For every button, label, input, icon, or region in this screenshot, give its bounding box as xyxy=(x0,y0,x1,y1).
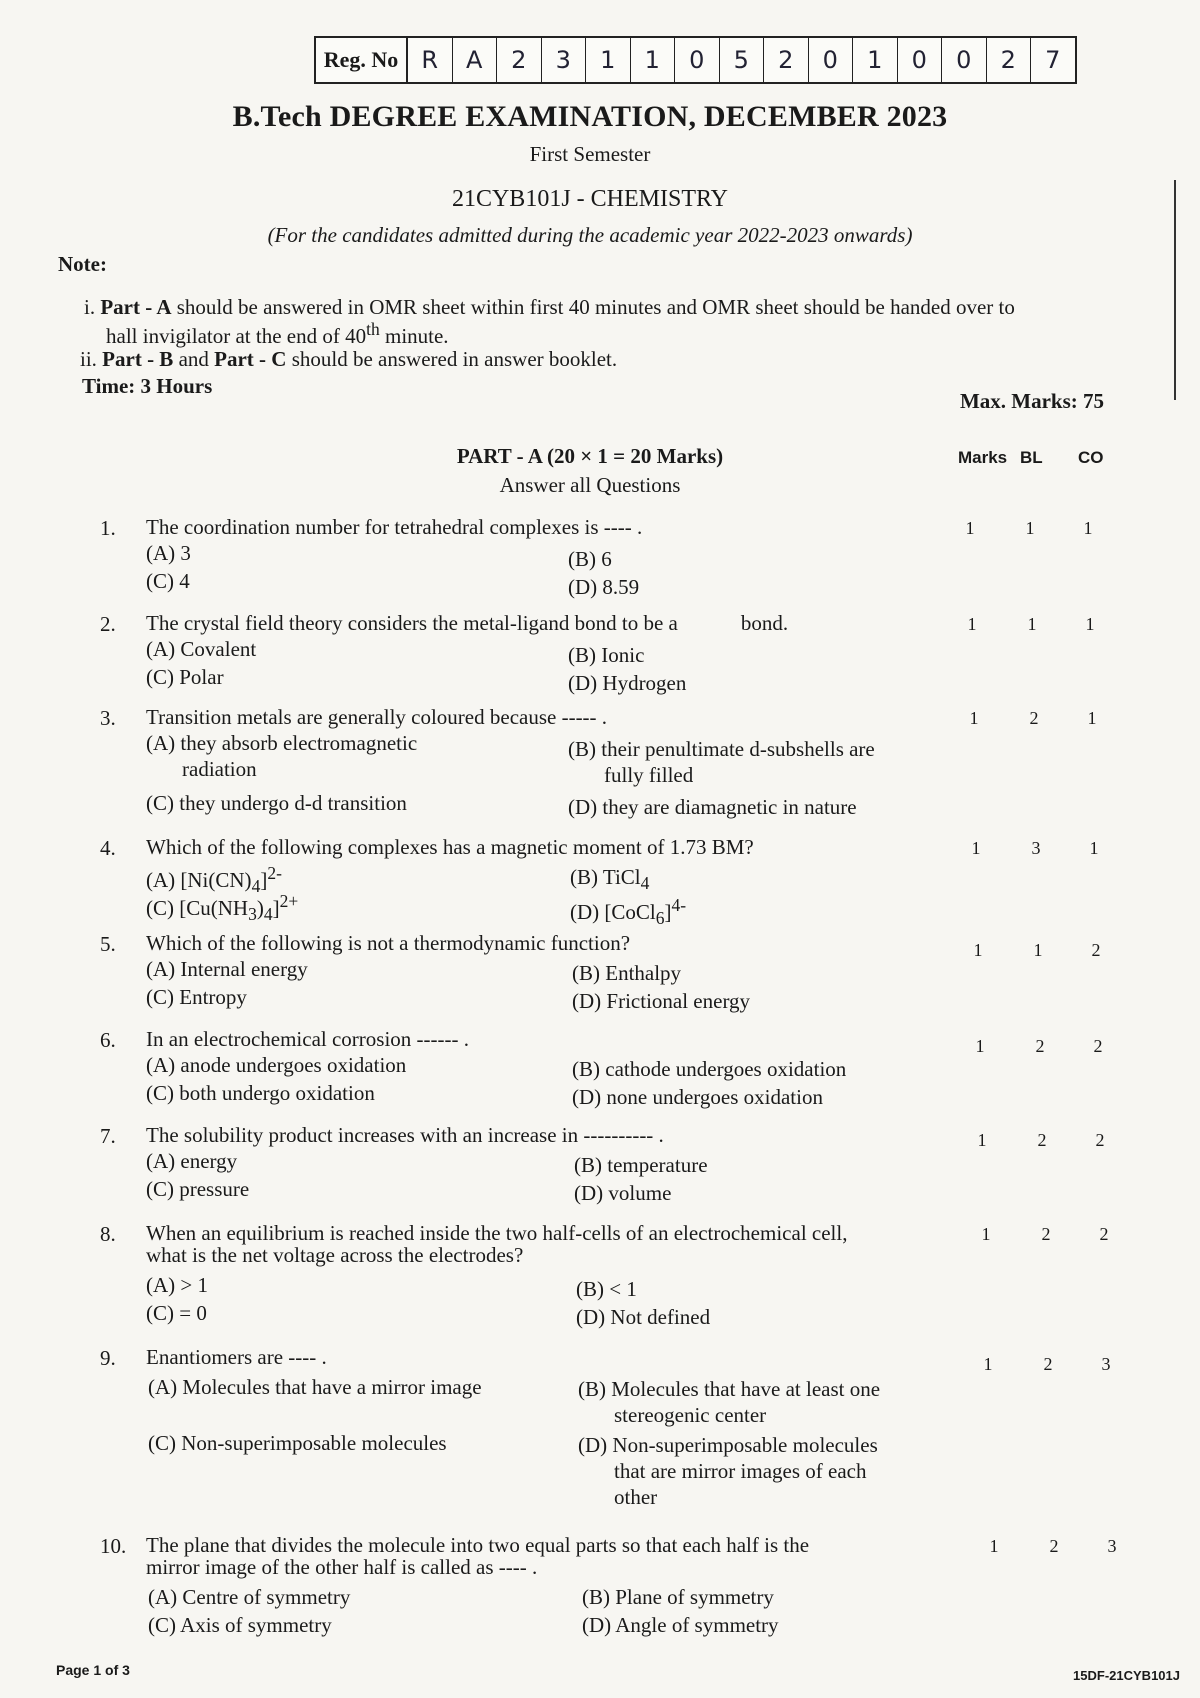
page-number: Page 1 of 3 xyxy=(56,1662,130,1678)
reg-no-label: Reg. No xyxy=(316,38,408,82)
question-number: 8. xyxy=(100,1222,116,1246)
note-1-cont-a: hall invigilator at the end of 40 xyxy=(106,324,367,348)
scan-edge-line xyxy=(1174,180,1176,400)
option-d: (D) they are diamagnetic in nature xyxy=(568,795,857,819)
co-value: 1 xyxy=(1089,838,1099,858)
reg-digit: 0 xyxy=(675,38,720,82)
formula-subscript: 4 xyxy=(263,904,273,925)
reg-digit: 7 xyxy=(1045,46,1061,74)
marks-value: 1 xyxy=(975,1036,985,1056)
question-text: The solubility product increases with an increase in ---------- . xyxy=(146,1123,664,1147)
option-d xyxy=(570,892,686,931)
question-text xyxy=(146,1534,976,1578)
co-value: 1 xyxy=(1087,708,1097,728)
note-1-text: should be answered in OMR sheet within first 40 minutes and OMR sheet should be handed over to xyxy=(171,295,1015,319)
bl-value: 2 xyxy=(1049,1536,1059,1556)
question-text: Transition metals are generally coloured because ----- . xyxy=(146,705,608,729)
option-d-line-3: other xyxy=(614,1485,658,1509)
bl-value: 3 xyxy=(1031,838,1041,858)
note-item-2 xyxy=(80,348,617,370)
registration-number-box xyxy=(314,36,1077,84)
question-text-line-1: The plane that divides the molecule into two equal parts so that each half is the xyxy=(146,1533,810,1557)
option-d: (D) Angle of symmetry xyxy=(582,1613,779,1637)
option-c: (C) 4 xyxy=(146,569,190,593)
note-1-sup: th xyxy=(366,319,380,339)
option-b: (B) 6 xyxy=(568,547,612,571)
co-value: 3 xyxy=(1107,1536,1117,1556)
marks-value: 1 xyxy=(967,614,977,634)
option-d: (D) Frictional energy xyxy=(572,989,751,1013)
question-text-line-1: When an equilibrium is reached inside the two half-cells of an electrochemical cell, xyxy=(146,1221,848,1245)
bl-value: 2 xyxy=(1043,1354,1053,1374)
option-a: (A) 3 xyxy=(146,541,191,565)
formula-superscript: 4- xyxy=(671,895,687,915)
time-allowed: Time: 3 Hours xyxy=(82,374,213,398)
part-a-subtitle: Answer all Questions xyxy=(499,473,681,497)
marks-value: 1 xyxy=(971,838,981,858)
option-c: (C) Non-superimposable molecules xyxy=(148,1431,447,1455)
question-text: The coordination number for tetrahedral complexes is ---- . xyxy=(146,515,643,539)
co-value: 2 xyxy=(1093,1036,1103,1056)
option-c: (C) = 0 xyxy=(146,1301,207,1325)
reg-digit: A xyxy=(453,38,498,82)
option-b-line-2: stereogenic center xyxy=(614,1403,767,1427)
reg-digit: 2 xyxy=(764,38,809,82)
co-value: 3 xyxy=(1101,1354,1111,1374)
question-number: 10. xyxy=(100,1534,127,1558)
question-text: In an electrochemical corrosion ------ . xyxy=(146,1027,469,1051)
question-text xyxy=(146,1222,966,1266)
question-text-line-2: mirror image of the other half is called as ---- . xyxy=(146,1555,538,1579)
note-1-bold: Part - A xyxy=(100,295,172,319)
formula-part: ] xyxy=(664,900,672,924)
formula-subscript: 3 xyxy=(248,904,257,925)
reg-digit: R xyxy=(408,38,453,82)
exam-title: B.Tech DEGREE EXAMINATION, DECEMBER 2023 xyxy=(232,100,948,133)
marks-value: 1 xyxy=(977,1130,987,1150)
reg-digit: 1 xyxy=(631,38,676,82)
question-number: 1. xyxy=(100,516,116,540)
question-number: 9. xyxy=(100,1346,116,1370)
formula-subscript: 6 xyxy=(655,908,665,929)
formula-part: ) xyxy=(256,896,264,920)
option-b: (B) Enthalpy xyxy=(572,961,682,985)
reg-digit: 3 xyxy=(542,38,587,82)
option-b: (B) < 1 xyxy=(576,1277,637,1301)
option-a xyxy=(146,730,417,782)
marks-value: 1 xyxy=(965,518,975,538)
co-value: 2 xyxy=(1099,1224,1109,1244)
option-d: (D) none undergoes oxidation xyxy=(572,1085,823,1109)
marks-value: 1 xyxy=(969,708,979,728)
reg-digit: 1 xyxy=(586,38,631,82)
reg-digit: 2 xyxy=(987,38,1032,82)
formula-superscript: 2+ xyxy=(279,891,299,911)
option-a: (A) > 1 xyxy=(146,1273,208,1297)
option-a: (A) Molecules that have a mirror image xyxy=(148,1375,482,1399)
note-2-mid: and xyxy=(173,347,215,371)
column-bl-header: BL xyxy=(1020,448,1043,467)
marks-value: 1 xyxy=(973,940,983,960)
formula-superscript: 2- xyxy=(267,863,282,883)
marks-value: 1 xyxy=(983,1354,993,1374)
note-label: Note: xyxy=(58,252,107,276)
option-b: (B) Plane of symmetry xyxy=(582,1585,774,1609)
note-2-bold-2: Part - C xyxy=(214,347,287,371)
option-d: (D) Not defined xyxy=(576,1305,711,1329)
reg-digit: 2 xyxy=(497,38,542,82)
bl-value: 2 xyxy=(1037,1130,1047,1150)
option-c: (C) both undergo oxidation xyxy=(146,1081,375,1105)
co-value: 1 xyxy=(1085,614,1095,634)
reg-digit: 0 xyxy=(942,38,987,82)
note-item-1 xyxy=(84,296,1124,347)
admission-note: (For the candidates admitted during the academic year 2022-2023 onwards) xyxy=(267,223,913,247)
question-text: Enantiomers are ---- . xyxy=(146,1345,327,1369)
formula-part: ] xyxy=(272,896,280,920)
bl-value: 2 xyxy=(1035,1036,1045,1056)
option-a: (A) Internal energy xyxy=(146,957,308,981)
formula-subscript: 4 xyxy=(640,873,650,894)
option-b: (B) temperature xyxy=(574,1153,708,1177)
formula-part: ] xyxy=(260,868,268,892)
bl-value: 1 xyxy=(1025,518,1035,538)
formula-part: (B) TiCl xyxy=(570,865,641,889)
note-1-cont-b: minute. xyxy=(379,324,449,348)
question-text: Which of the following complexes has a magnetic moment of 1.73 BM? xyxy=(146,835,754,859)
option-a: (A) energy xyxy=(146,1149,238,1173)
question-number: 4. xyxy=(100,836,116,860)
formula-subscript: 4 xyxy=(251,876,261,897)
bl-value: 1 xyxy=(1033,940,1043,960)
formula-part: (C) [Cu(NH xyxy=(146,896,249,920)
reg-digit: 0 xyxy=(809,38,854,82)
option-d: (D) 8.59 xyxy=(568,575,640,599)
option-c: (C) Entropy xyxy=(146,985,247,1009)
reg-digit: 0 xyxy=(898,38,943,82)
note-1-continuation xyxy=(84,318,1124,347)
question-number: 5. xyxy=(100,932,116,956)
option-c: (C) Axis of symmetry xyxy=(148,1613,332,1637)
option-b: (B) Ionic xyxy=(568,643,645,667)
reg-digit: 5 xyxy=(720,38,765,82)
option-c xyxy=(146,888,298,927)
question-text: Which of the following is not a thermodynamic function? xyxy=(146,931,631,955)
option-a-line-1: (A) they absorb electromagnetic xyxy=(146,731,418,755)
semester-label: First Semester xyxy=(529,142,651,166)
note-2-prefix: ii. xyxy=(80,347,103,371)
option-a: (A) Centre of symmetry xyxy=(148,1585,351,1609)
option-d: (D) Hydrogen xyxy=(568,671,687,695)
option-a: (A) Covalent xyxy=(146,637,257,661)
question-number: 3. xyxy=(100,706,116,730)
question-number: 2. xyxy=(100,612,116,636)
option-b xyxy=(578,1376,880,1428)
column-co-header: CO xyxy=(1078,448,1104,467)
option-b-line-1: (B) their penultimate d-subshells are xyxy=(568,737,875,761)
option-d xyxy=(578,1432,878,1510)
option-c: (C) Polar xyxy=(146,665,224,689)
formula-part: (D) [CoCl xyxy=(570,900,656,924)
question-text-line-2: what is the net voltage across the electrodes? xyxy=(146,1243,524,1267)
marks-value: 1 xyxy=(981,1224,991,1244)
option-d-line-2: that are mirror images of each xyxy=(614,1459,867,1483)
note-2-bold-1: Part - B xyxy=(102,347,174,371)
option-d-line-1: (D) Non-superimposable molecules xyxy=(578,1433,878,1457)
course-title: 21CYB101J - CHEMISTRY xyxy=(451,186,729,212)
option-a: (A) anode undergoes oxidation xyxy=(146,1053,407,1077)
option-d: (D) volume xyxy=(574,1181,672,1205)
reg-digit: 1 xyxy=(853,38,898,82)
bl-value: 2 xyxy=(1041,1224,1051,1244)
co-value: 2 xyxy=(1095,1130,1105,1150)
marks-value: 1 xyxy=(989,1536,999,1556)
column-marks-header: Marks xyxy=(958,448,1008,467)
bl-value: 2 xyxy=(1029,708,1039,728)
co-value: 1 xyxy=(1083,518,1093,538)
co-value: 2 xyxy=(1091,940,1101,960)
max-marks: Max. Marks: 75 xyxy=(959,389,1104,413)
question-number: 6. xyxy=(100,1028,116,1052)
formula-part: (A) [Ni(CN) xyxy=(146,868,252,892)
option-c: (C) they undergo d-d transition xyxy=(146,791,407,815)
note-1-prefix: i. xyxy=(84,295,101,319)
paper-code: 15DF-21CYB101J xyxy=(1073,1668,1180,1683)
question-text: The crystal field theory considers the metal-ligand bond to be a bond. xyxy=(146,611,789,635)
question-number: 7. xyxy=(100,1124,116,1148)
note-2-text: should be answered in answer booklet. xyxy=(286,347,618,371)
option-b-line-2: fully filled xyxy=(604,763,694,787)
bl-value: 1 xyxy=(1027,614,1037,634)
option-b-line-1: (B) Molecules that have at least one xyxy=(578,1377,881,1401)
option-a-line-2: radiation xyxy=(182,757,257,781)
part-a-title: PART - A (20 × 1 = 20 Marks) xyxy=(456,444,724,468)
option-b xyxy=(568,736,875,788)
option-c: (C) pressure xyxy=(146,1177,250,1201)
option-b: (B) cathode undergoes oxidation xyxy=(572,1057,847,1081)
